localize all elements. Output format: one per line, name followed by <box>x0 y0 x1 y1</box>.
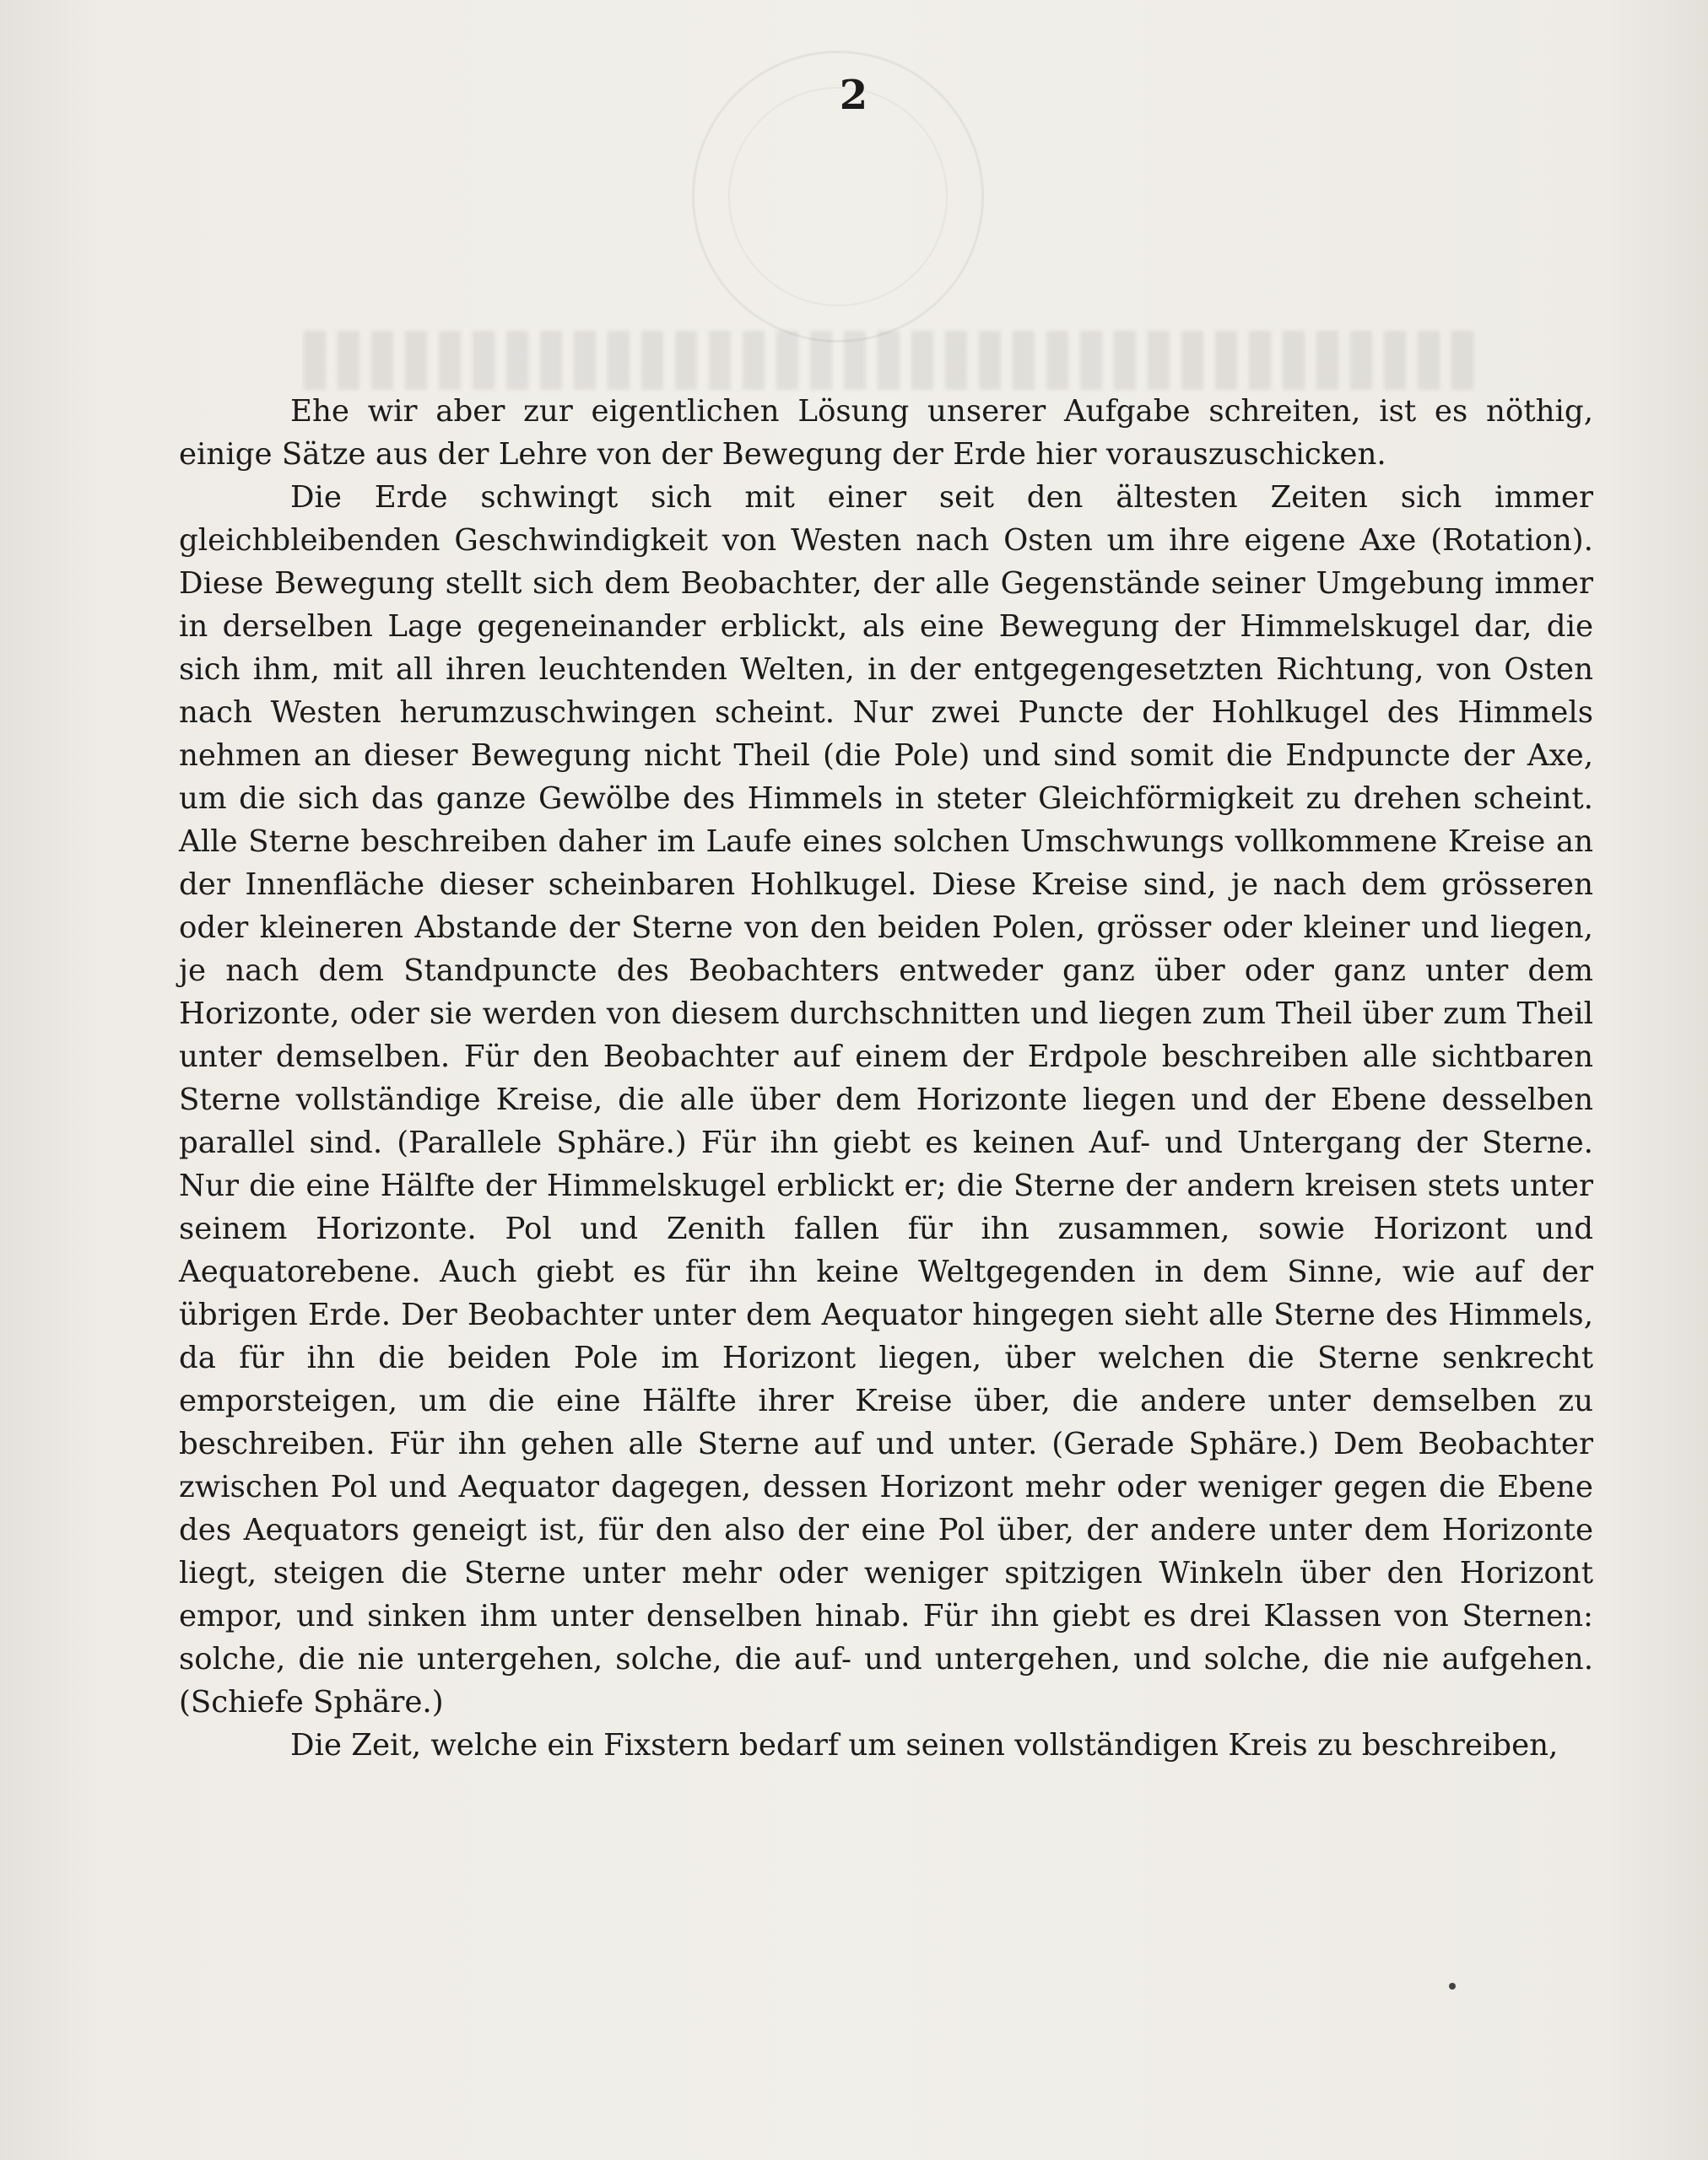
page-number: 2 <box>839 72 869 119</box>
paragraph-2: Die Erde schwingt sich mit einer seit den ältesten Zeiten sich immer gleichbleibenden Geschwindigkeit von Westen nach Osten um ihre eigene Axe (Rotation). Diese Bewegung stellt sich dem Beobachter, der alle Gegenstände seiner Umgebung immer in derselben Lage gegeneinander erblickt, als eine Bewegung der Himmelskugel dar, die sich ihm, mit all ihren leuchtenden Welten, in der entgegengesetzten Richtung, von Osten nach Westen herumzuschwingen scheint. Nur zwei Puncte der Hohlkugel des Himmels nehmen an dieser Bewegung nicht Theil (die Pole) und sind somit die Endpuncte der Axe, um die sich das ganze Gewölbe des Himmels in steter Gleichförmigkeit zu drehen scheint. Alle Sterne beschreiben daher im Laufe eines solchen Umschwungs vollkommene Kreise an der Innenfläche dieser scheinbaren Hohlkugel. Diese Kreise sind, je nach dem grösseren oder kleineren Abstande der Sterne von den beiden Polen, grösser oder kleiner und liegen, je nach dem Standpuncte des Beobachters entweder ganz über oder ganz unter dem Horizonte, oder sie werden von diesem durchschnitten und liegen zum Theil über zum Theil unter demselben. Für den Beobachter auf einem der Erdpole beschreiben alle sichtbaren Sterne vollständige Kreise, die alle über dem Horizonte liegen und der Ebene desselben parallel sind. (Parallele Sphäre.) Für ihn giebt es keinen Auf- und Untergang der Sterne. Nur die eine Hälfte der Himmelskugel erblickt er; die Sterne der andern kreisen stets unter seinem Horizonte. Pol und Zenith fallen für ihn zusammen, sowie Horizont und Aequatorebene. Auch giebt es für ihn keine Weltgegenden in dem Sinne, wie auf der übrigen Erde. Der Beobachter unter dem Aequator hingegen sieht alle Sterne des Himmels, da für ihn die beiden Pole im Horizont liegen, über welchen die Sterne senkrecht emporsteigen, um die eine Hälfte ihrer Kreise über, die andere unter demselben zu beschreiben. Für ihn gehen alle Sterne auf und unter. (Gerade Sphäre.) Dem Beobachter zwischen Pol und Aequator dagegen, dessen Horizont mehr oder weniger gegen die Ebene des Aequators geneigt ist, für den also der eine Pol über, der andere unter dem Horizonte liegt, steigen die Sterne unter mehr oder weniger spitzigen Winkeln über den Horizont empor, und sinken ihm unter denselben hinab. Für ihn giebt es drei Klassen von Sternen: solche, die nie untergehen, solche, die auf- und untergehen, und solche, die nie aufgehen. (Schiefe Sphäre.) <box>179 480 1593 1720</box>
paragraph-3: Die Zeit, welche ein Fixstern bedarf um seinen vollständigen Kreis zu beschreiben, <box>290 1728 1559 1763</box>
show-through-heading <box>304 331 1485 390</box>
body-text <box>179 390 1593 1767</box>
paragraph-1: Ehe wir aber zur eigentlichen Lösung unserer Aufgabe schreiten, ist es nöthig, einige Sätze aus der Lehre von der Bewegung der Erde hier vorauszuschicken. <box>179 394 1593 472</box>
ink-speck <box>1449 1983 1456 1990</box>
